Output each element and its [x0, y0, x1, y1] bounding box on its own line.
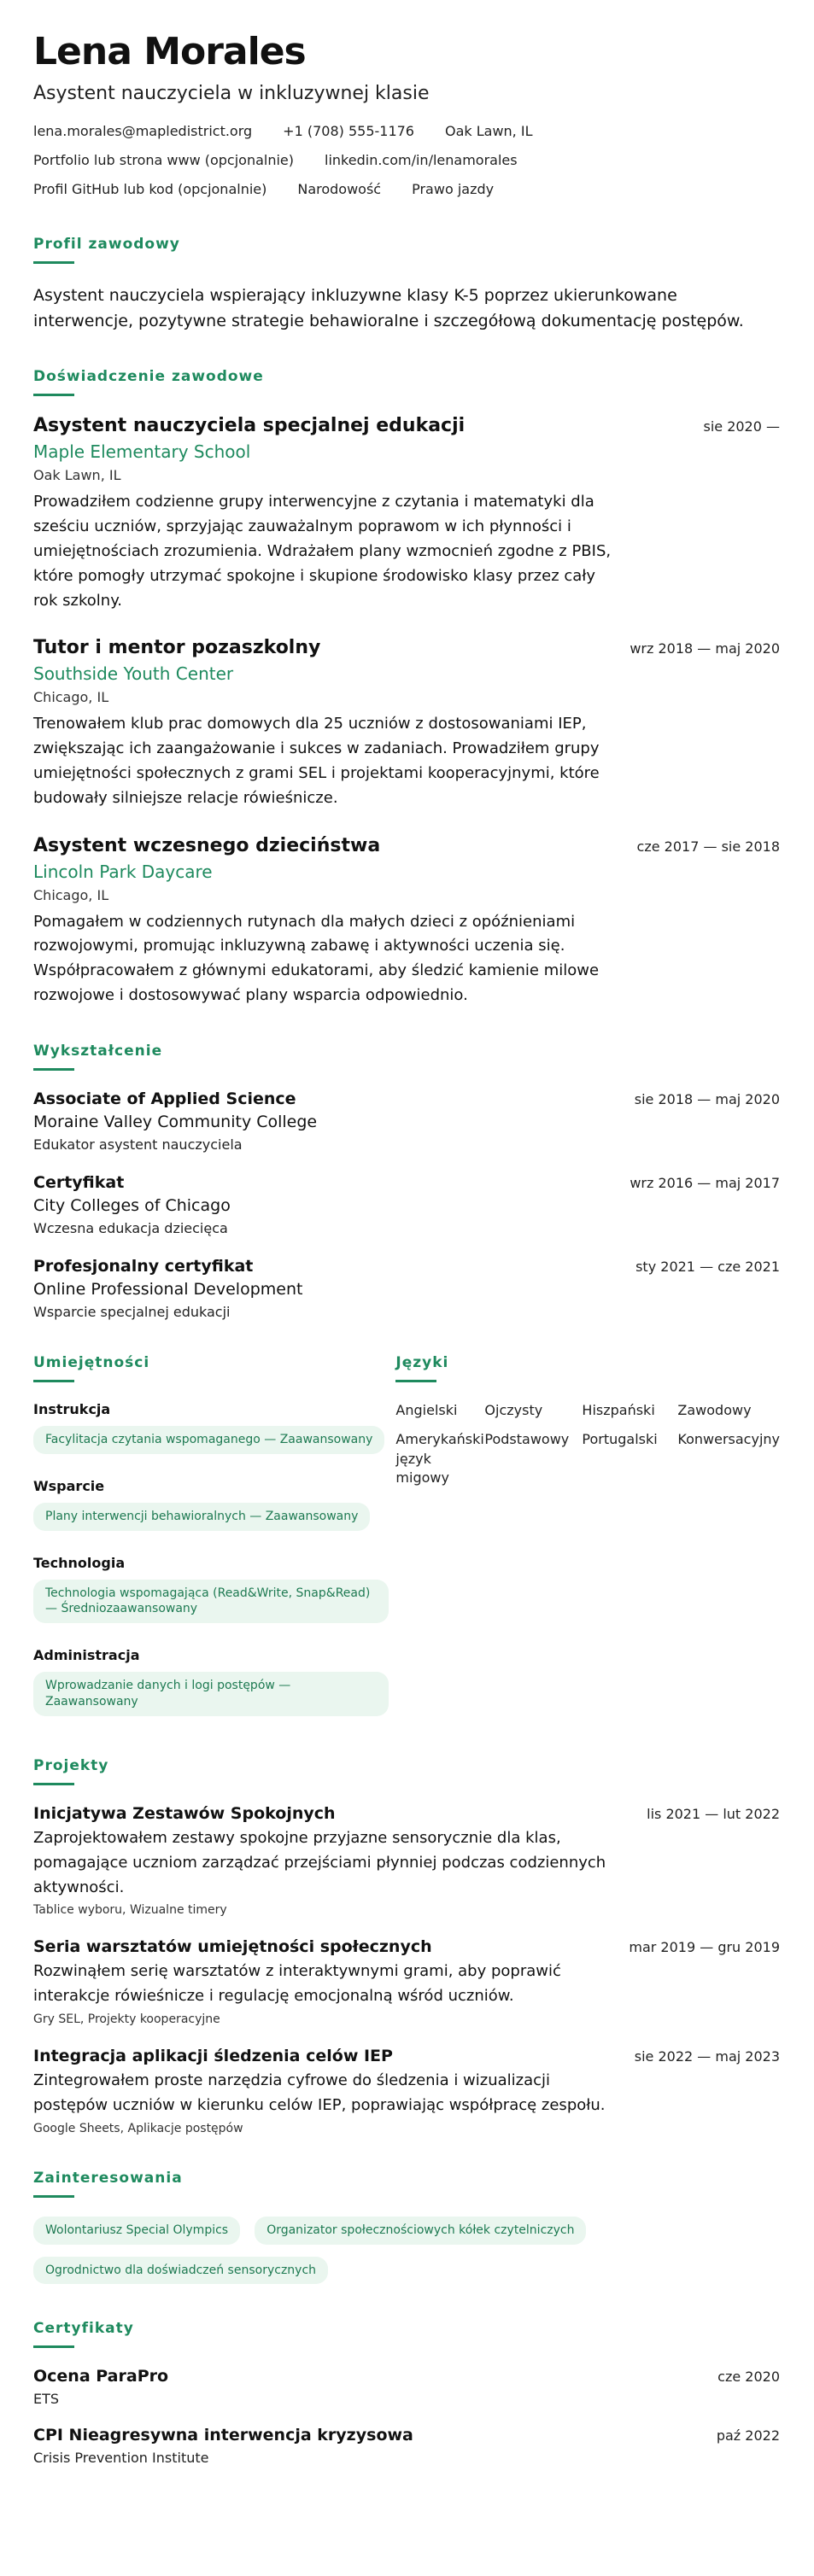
language-level: Zawodowy — [677, 1401, 752, 1418]
languages-section — [395, 1354, 780, 1723]
skill-tag: Wprowadzanie danych i logi postępów — Zaawansowany — [33, 1672, 389, 1716]
skill-category: Technologia — [33, 1554, 126, 1571]
education-school: Online Professional Development — [33, 1279, 303, 1299]
experience-section — [33, 368, 780, 1008]
skills-section — [33, 1354, 395, 1723]
skill-category: Instrukcja — [33, 1400, 111, 1417]
skill-tag: Facylitacja czytania wspomaganego — Zaawansowany — [33, 1426, 384, 1454]
project-entry — [33, 1937, 780, 2026]
project-description: Zintegrowałem proste narzędzia cyfrowe do śledzenia i wizualizacji postępów uczniów w kierunku celów IEP, poprawiając współpracę zespołu. — [33, 2071, 606, 2114]
job-entry — [33, 415, 780, 613]
certificate-entry — [33, 2367, 780, 2407]
job-description: Pomagałem w codziennych rutynach dla małych dzieci z opóźnieniami rozwojowymi, promując inkluzywną zabawę i aktywności uczenia się. Współpracowałem z głównymi edukatorami, aby śledzić kamienie milowe rozwojowe i dostosowywać plany wsparcia odpowiednio. — [33, 912, 600, 1004]
section-title-education: Wykształcenie — [33, 1042, 163, 1060]
section-title-interests: Zainteresowania — [33, 2169, 183, 2187]
section-divider — [33, 261, 74, 264]
skill-tag: Plany interwencji behawioralnych — Zaawansowany — [33, 1503, 370, 1531]
section-divider — [33, 1380, 74, 1382]
project-title: Inicjatywa Zestawów Spokojnych — [33, 1804, 336, 1824]
education-date: sie 2018 — maj 2020 — [634, 1090, 780, 1107]
section-title-certificates: Certyfikaty — [33, 2320, 134, 2338]
section-divider — [33, 2195, 74, 2198]
interests-section — [33, 2170, 780, 2297]
education-entry — [33, 1173, 780, 1236]
skill-group — [33, 1478, 395, 1538]
section-divider — [395, 1380, 436, 1382]
job-location: Chicago, IL — [33, 689, 109, 706]
project-entry — [33, 2047, 780, 2135]
language-name: Hiszpański — [582, 1401, 655, 1418]
job-location: Oak Lawn, IL — [33, 467, 121, 484]
job-date: cze 2017 — sie 2018 — [636, 838, 780, 855]
certificate-issuer: ETS — [33, 2391, 60, 2408]
candidate-headline: Asystent nauczyciela w inkluzywnej klasie — [33, 82, 430, 104]
contact-nationality: Narodowość — [297, 180, 382, 197]
section-title-profile: Profil zawodowy — [33, 235, 180, 253]
job-title: Tutor i mentor pozaszkolny — [33, 637, 321, 659]
contact-email[interactable]: lena.morales@mapledistrict.org — [33, 122, 253, 139]
section-divider — [33, 1783, 74, 1785]
certificate-date: cze 2020 — [717, 2369, 780, 2386]
language-level: Ojczysty — [484, 1401, 543, 1418]
job-description: Prowadziłem codzienne grupy interwencyjne z czytania i matematyki dla sześciu uczniów, sprzyjając zauważalnym poprawom w ich płynności i umiejętnościach zrozumienia. Wdrażałem plany wzmocnień zgodne z PBIS, które pomogły utrzymać spokojne i skupione środowisko klasy przez cały rok szkolny. — [33, 493, 612, 610]
project-tools: Tablice wyboru, Wizualne timery — [33, 1903, 227, 1918]
interest-tag: Ogrodnictwo dla doświadczeń sensorycznych — [33, 2257, 328, 2285]
education-field: Wsparcie specjalnej edukacji — [33, 1303, 231, 1320]
section-divider — [33, 394, 74, 396]
contact-location: Oak Lawn, IL — [444, 122, 533, 139]
interest-tag: Organizator społecznościowych kółek czytelniczych — [255, 2217, 586, 2245]
section-divider — [33, 1068, 74, 1071]
section-title-experience: Doświadczenie zawodowe — [33, 368, 264, 386]
job-entry — [33, 835, 780, 1008]
language-name: Portugalski — [582, 1431, 658, 1448]
contact-linkedin[interactable]: linkedin.com/in/lenamorales — [325, 151, 518, 168]
candidate-name: Lena Morales — [33, 30, 306, 73]
education-degree: Certyfikat — [33, 1172, 125, 1192]
language-name: Angielski — [395, 1401, 458, 1418]
job-company: Maple Elementary School — [33, 441, 251, 463]
skill-group — [33, 1647, 395, 1723]
section-divider — [33, 2345, 74, 2348]
education-school: Moraine Valley Community College — [33, 1112, 318, 1131]
languages-table — [395, 1401, 780, 1488]
interest-tags — [33, 2217, 780, 2297]
profile-section — [33, 236, 780, 335]
job-company: Southside Youth Center — [33, 663, 234, 685]
certificates-section — [33, 2320, 780, 2466]
project-tools: Gry SEL, Projekty kooperacyjne — [33, 2012, 220, 2027]
skill-category: Administracja — [33, 1647, 140, 1664]
education-field: Wczesna edukacja dziecięca — [33, 1219, 228, 1236]
interest-tag: Wolontariusz Special Olympics — [33, 2217, 240, 2245]
education-entry — [33, 1257, 780, 1320]
job-title: Asystent nauczyciela specjalnej edukacji — [33, 415, 466, 437]
project-date: lis 2021 — lut 2022 — [647, 1806, 780, 1823]
project-entry — [33, 1804, 780, 1917]
job-entry — [33, 637, 780, 810]
language-level: Podstawowy — [484, 1431, 570, 1448]
certificate-title: CPI Nieagresywna interwencja kryzysowa — [33, 2426, 413, 2445]
skills-languages-row — [33, 1354, 780, 1723]
education-degree: Associate of Applied Science — [33, 1089, 296, 1108]
certificate-issuer: Crisis Prevention Institute — [33, 2450, 209, 2467]
project-tools: Google Sheets, Aplikacje postępów — [33, 2121, 243, 2135]
education-degree: Profesjonalny certyfikat — [33, 1256, 254, 1276]
section-title-projects: Projekty — [33, 1757, 109, 1775]
skill-group — [33, 1555, 395, 1631]
education-date: sty 2021 — cze 2021 — [635, 1258, 780, 1275]
education-section — [33, 1043, 780, 1320]
education-entry — [33, 1089, 780, 1153]
project-date: mar 2019 — gru 2019 — [629, 1939, 780, 1956]
project-title: Integracja aplikacji śledzenia celów IEP — [33, 2047, 393, 2066]
education-field: Edukator asystent nauczyciela — [33, 1136, 243, 1153]
certificate-date: paź 2022 — [716, 2427, 780, 2445]
job-title: Asystent wczesnego dzieciństwa — [33, 834, 381, 856]
job-description: Trenowałem klub prac domowych dla 25 uczniów z dostosowaniami IEP, zwiększając ich zaangażowanie i sukces w zadaniach. Prowadziłem grupy umiejętności społecznych z grami SEL i projektami kooperacyjnymi, które budowały silniejsze relacje rówieśnicze. — [33, 715, 600, 807]
education-school: City Colleges of Chicago — [33, 1195, 231, 1215]
skill-tag: Technologia wspomagająca (Read&Write, Snap&Read) — Średniozaawansowany — [33, 1580, 389, 1624]
section-title-skills: Umiejętności — [33, 1353, 150, 1371]
contact-github[interactable]: Profil GitHub lub kod (opcjonalnie) — [33, 180, 267, 197]
contact-portfolio[interactable]: Portfolio lub strona www (opcjonalnie) — [33, 151, 295, 168]
education-date: wrz 2016 — maj 2017 — [630, 1174, 780, 1191]
certificate-entry — [33, 2426, 780, 2466]
project-title: Seria warsztatów umiejętności społecznych — [33, 1937, 432, 1957]
resume-header — [33, 31, 780, 210]
contact-phone[interactable]: +1 (708) 555-1176 — [283, 122, 414, 139]
section-title-languages: Języki — [395, 1353, 449, 1371]
job-location: Chicago, IL — [33, 886, 109, 903]
job-date: sie 2020 — — [703, 418, 780, 435]
contact-driving-license: Prawo jazdy — [412, 180, 495, 197]
profile-summary: Asystent nauczyciela wspierający inkluzywne klasy K-5 poprzez ukierunkowane interwencje, pozytywne strategie behawioralne i szczegółową dokumentację postępów. — [33, 285, 744, 330]
project-description: Rozwinąłem serię warsztatów z interaktywnymi grami, aby poprawić interakcje rówieśnicze i regulację emocjonalną wśród uczniów. — [33, 1962, 561, 2006]
skill-group — [33, 1401, 395, 1461]
language-name: Amerykański język migowy — [395, 1431, 484, 1486]
skill-category: Wsparcie — [33, 1477, 105, 1494]
job-company: Lincoln Park Daycare — [33, 861, 213, 882]
job-date: wrz 2018 — maj 2020 — [630, 640, 780, 657]
contact-info — [33, 123, 780, 210]
project-date: sie 2022 — maj 2023 — [634, 2048, 780, 2065]
project-description: Zaprojektowałem zestawy spokojne przyjazne sensorycznie dla klas, pomagające uczniom zarządzać przejściami płynniej podczas codziennych aktywności. — [33, 1829, 606, 1896]
language-level: Konwersacyjny — [677, 1431, 780, 1448]
certificate-title: Ocena ParaPro — [33, 2367, 169, 2386]
projects-section — [33, 1757, 780, 2135]
